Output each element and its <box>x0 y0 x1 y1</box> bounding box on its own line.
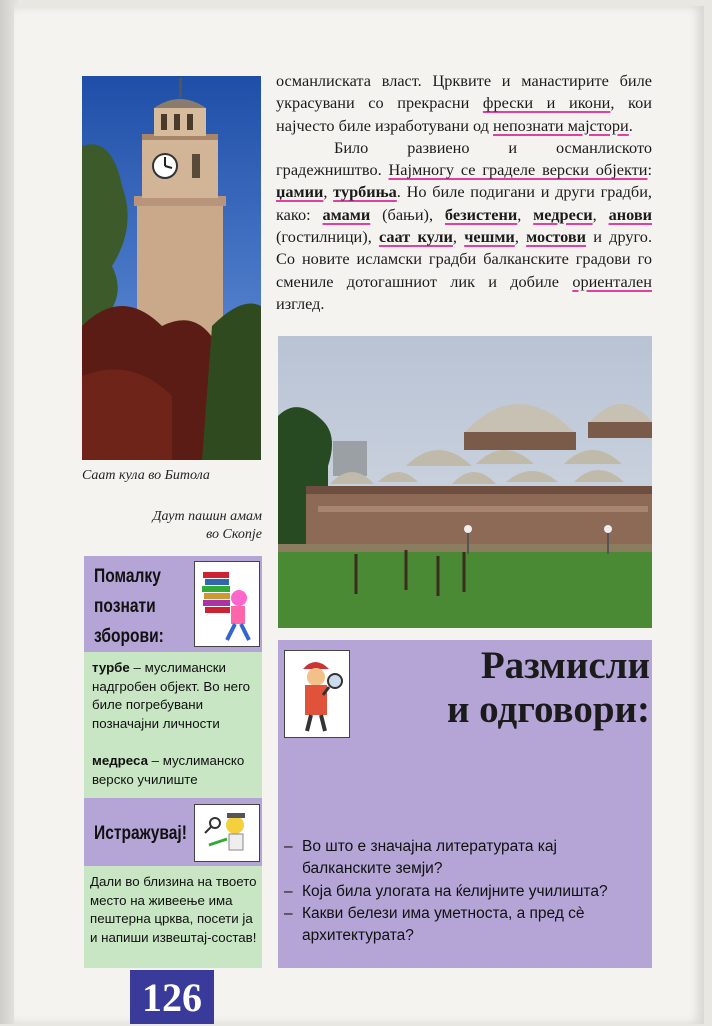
p2-segment: , <box>517 204 534 224</box>
p2-segment: саат кули <box>378 227 453 247</box>
page-number: 126 <box>130 970 214 1024</box>
glossary-term-medresa: медреса <box>92 753 148 768</box>
think-answer-title <box>400 644 650 732</box>
tower-photo-caption: Саат кула во Битола <box>82 468 210 483</box>
p2-segment: изглед. <box>276 293 325 313</box>
glossary-title-line2: познати <box>94 596 156 617</box>
p2-segment: (бањи), <box>370 204 445 224</box>
p2-segment: мостови <box>526 227 587 247</box>
p2-segment: анови <box>608 204 652 224</box>
detective-magnifier-icon <box>194 804 260 862</box>
p2-segment: (гостилници), <box>276 227 379 247</box>
main-text <box>276 70 652 315</box>
p2-segment: и друго. Со новите исламски градби балканските градови го смениле дотогашниот лик и добиле <box>276 227 653 291</box>
glossary-entry-turbe <box>92 659 258 733</box>
glossary-term-turbe: турбе <box>92 660 130 675</box>
p2-segment: , <box>323 182 334 202</box>
question-text: Која била улогата на ќелијните училишта? <box>302 882 608 900</box>
p1-segment: . <box>628 115 633 135</box>
p1-segment: непознати мајстори <box>493 115 629 135</box>
p2-segment: : <box>647 160 653 180</box>
question-item: – Какви белези има уметноста, а пред сè архитектурата? <box>284 904 585 945</box>
p2-segment: , <box>592 204 609 224</box>
bath-photo <box>278 336 652 628</box>
glossary-def-turbe: – муслимански надгробен објект. Во него биле погребувани позначајни личности <box>92 660 251 731</box>
research-title: Истражувај! <box>94 823 187 844</box>
p1-segment: , кои најчесто биле изработувани од <box>276 93 652 135</box>
glossary-def-medresa: – муслиманско верско училиште <box>92 753 245 787</box>
p2-segment: џамии <box>276 182 324 202</box>
think-title-line2: и одговори: <box>446 688 650 731</box>
question-text: Какви белези има уметноста, а пред сè архитектурата? <box>302 904 585 945</box>
p1-segment: фрески и икони <box>482 93 611 113</box>
glossary-entry-medresa <box>92 752 258 789</box>
p2-segment: Било развиено и османлиското градежништво. <box>276 137 652 180</box>
question-text: Во што е значајна литературата кај балканските земји? <box>302 838 557 878</box>
p2-segment: ориентален <box>572 271 652 291</box>
p2-segment: чешми <box>464 227 515 247</box>
books-reader-icon <box>194 561 260 647</box>
p1-segment: османлиската власт. Црквите и манастирите биле украсувани со прекрасни <box>276 71 652 113</box>
p2-segment: турбиња <box>333 182 397 202</box>
research-text: Дали во близина на твоето место на живеење има пештерна црква, посети ја и напиши извештај-состав! <box>90 874 257 945</box>
glossary-title-line1: Помалку <box>94 566 161 587</box>
p2-segment: . Но биле подигани и други градби, како: <box>276 182 652 224</box>
bath-photo-caption-line2: во Скопје <box>206 527 262 542</box>
p2-segment: амами <box>322 204 371 224</box>
p2-segment: Најмногу се граделе верски објекти <box>388 160 648 180</box>
p2-segment: медреси <box>533 204 593 224</box>
detective-icon <box>284 650 350 738</box>
p2-segment: , <box>452 227 465 247</box>
glossary-title-line3: зборови: <box>94 626 164 647</box>
p2-segment: , <box>514 227 527 247</box>
question-item: – Во што е значајна литературата кај балканските земји? <box>284 838 557 878</box>
clock-tower-photo <box>82 76 261 460</box>
think-title-line1: Размисли <box>480 644 650 687</box>
question-list <box>284 836 644 947</box>
p2-segment: безистени <box>444 204 518 224</box>
paragraph-2 <box>276 137 652 315</box>
paragraph-1 <box>276 70 652 137</box>
question-item: – Која била улогата на ќелијните училишта? <box>284 882 608 900</box>
bath-photo-caption-line1: Даут пашин амам <box>152 509 262 524</box>
